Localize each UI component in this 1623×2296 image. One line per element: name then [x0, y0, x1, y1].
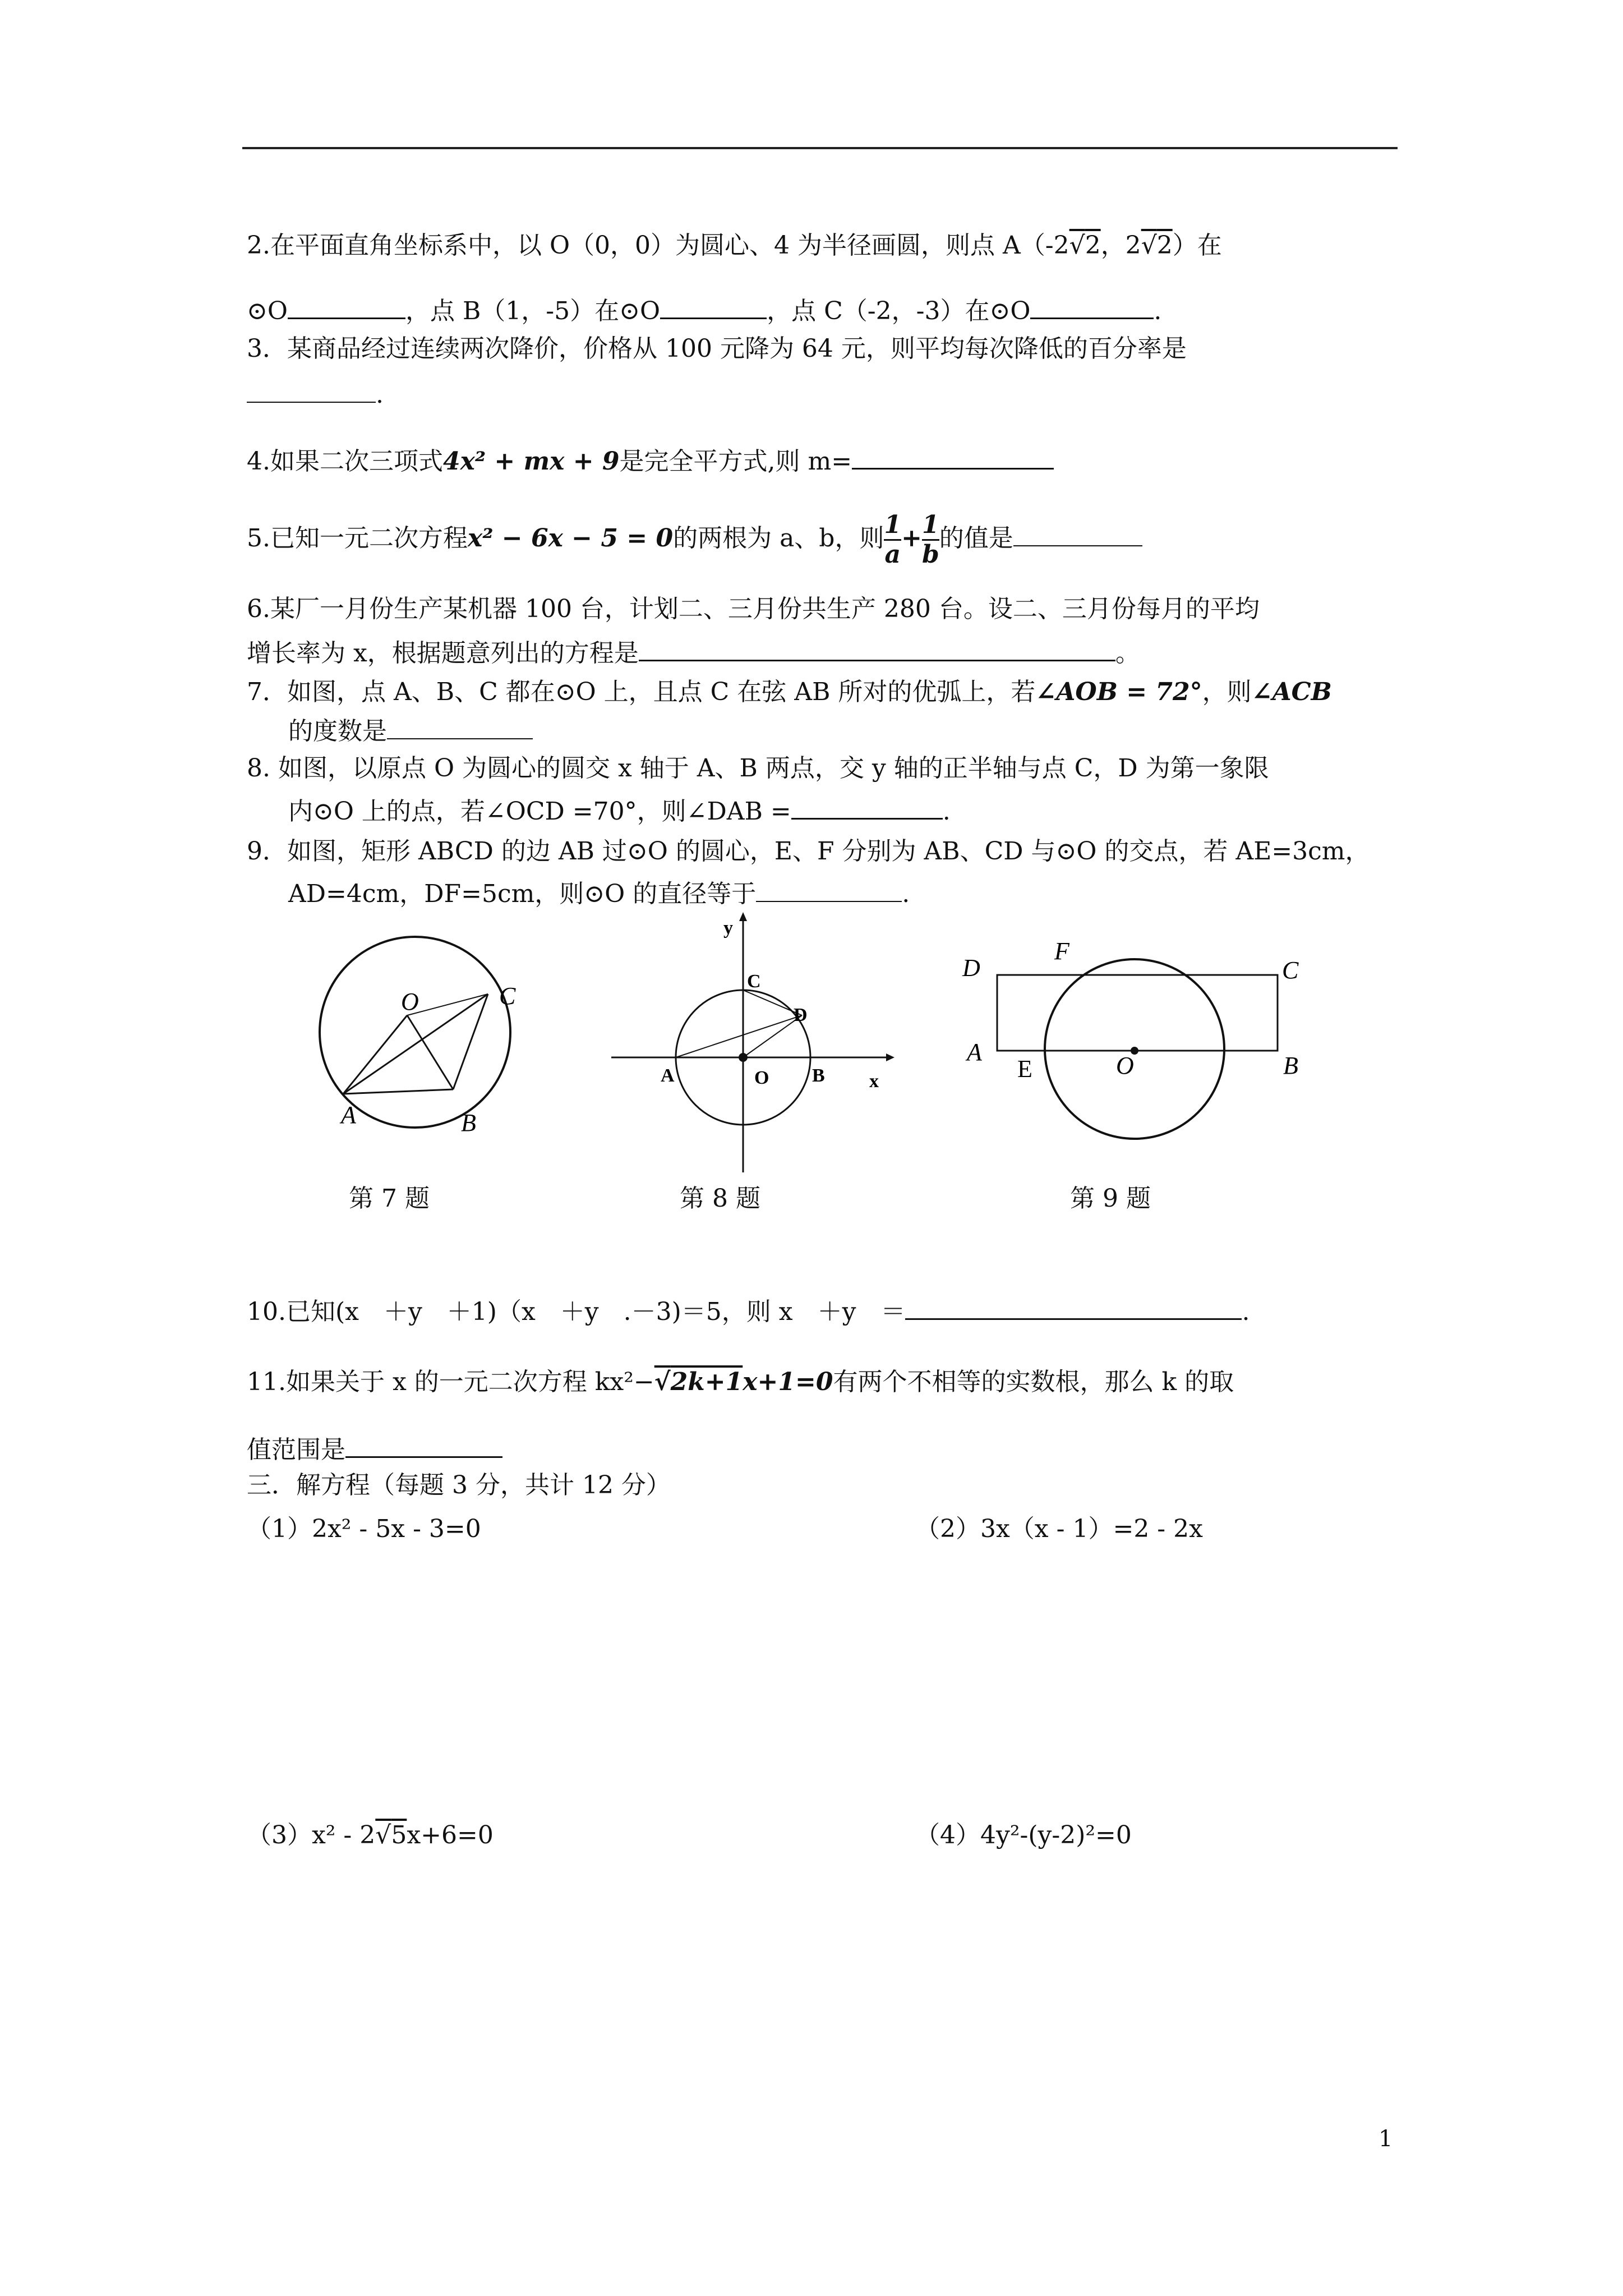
equation-1	[247, 1512, 481, 1546]
equation-3-text-b: x+6=0	[407, 1821, 494, 1849]
fig9-label-A: A	[967, 1038, 982, 1066]
fraction-1-over-a	[884, 511, 901, 569]
equation-2	[915, 1512, 1203, 1546]
q4-text-b: 是完全平方式,则 m=	[619, 447, 852, 476]
q2-text-b: ，2	[1100, 231, 1141, 260]
fig7-label-B: B	[461, 1109, 476, 1137]
q4-text-a: 4.如果二次三项式	[247, 447, 443, 476]
q8-text-a: 8. 如图，以原点 O 为圆心的圆交 x 轴于 A、B 两点，交 y 轴的正半轴与点 C，D 为第一象限	[247, 754, 1269, 783]
fig9-label-O: O	[1116, 1052, 1134, 1079]
q6-text-a: 6.某厂一月份生产某机器 100 台，计划二、三月份共生产 280 台。设二、三月份每月的平均	[247, 595, 1260, 623]
q9-blank[interactable]	[756, 876, 902, 902]
plus-sign: +	[901, 524, 922, 553]
q11-expression: x+1=0	[743, 1368, 833, 1396]
q9-line1	[247, 835, 1370, 868]
header-rule	[242, 147, 1398, 149]
fig9-label-B: B	[1283, 1052, 1298, 1079]
q7-blank[interactable]	[387, 714, 533, 739]
sqrt-2-a: √2	[1069, 231, 1101, 260]
fig7-line-OC	[407, 994, 488, 1015]
q10-line	[247, 1294, 1249, 1329]
q2-text-a: 2.在平面直角坐标系中，以 O（0，0）为圆心、4 为半径画圆，则点 A（-2	[247, 231, 1069, 260]
figure-9	[948, 931, 1318, 1156]
q5-text-b: 的两根为 a、b，则	[673, 524, 884, 553]
figure-8	[606, 909, 897, 1178]
q5-text-a: 5.已知一元二次方程	[247, 524, 468, 553]
equation-4	[915, 1819, 1132, 1852]
q8-line1	[247, 752, 1269, 785]
q7-text-b: ，则	[1202, 678, 1252, 706]
equation-2-text: （2）3x（x - 1）=2 - 2x	[915, 1515, 1203, 1543]
equation-4-text: （4）4y²-(y-2)²=0	[915, 1821, 1132, 1849]
sqrt-2-b-value: 2	[1156, 231, 1173, 260]
sqrt-2-b: √2	[1141, 231, 1173, 260]
q2-blank-3[interactable]	[1030, 293, 1154, 319]
q11-line2	[247, 1432, 502, 1467]
fig7-line-AB	[343, 1089, 453, 1094]
q7-expression: ∠AOB = 72°	[1035, 678, 1202, 706]
fig7-label-A: A	[341, 1101, 356, 1129]
fig9-label-F: F	[1054, 937, 1069, 965]
frac2-den: b	[921, 540, 939, 569]
section-3-title	[247, 1469, 671, 1502]
fig7-circle	[320, 937, 510, 1128]
fig8-label-C: C	[747, 971, 761, 992]
q7-line2	[288, 714, 533, 748]
fig9-label-E: E	[1017, 1055, 1032, 1083]
figure-7	[303, 931, 550, 1178]
q7-expression-2: ∠ACB	[1251, 678, 1332, 706]
q8-text-c: .	[942, 797, 951, 826]
fig7-caption: 第 7 题	[349, 1184, 430, 1213]
fig8-caption: 第 8 题	[680, 1184, 760, 1213]
q5-expression: x² − 6x − 5 = 0	[467, 524, 674, 553]
q4-blank[interactable]	[852, 443, 1054, 470]
q8-line2	[288, 793, 951, 829]
fig8-y-arrow-icon	[739, 912, 747, 921]
q11-line1	[247, 1365, 1234, 1399]
q2-text-g: .	[1154, 297, 1162, 325]
q6-text-c: 。	[1115, 639, 1140, 668]
fig8-label-A: A	[661, 1065, 675, 1086]
q4-expression: 4x² + mx + 9	[442, 447, 620, 476]
equation-1-text: （1）2x² - 5x - 3=0	[247, 1515, 481, 1543]
equation-3-text-a: （3）x² - 2	[247, 1821, 376, 1849]
q2-text-d: ⊙O	[247, 297, 288, 325]
fig9-label-C: C	[1282, 956, 1299, 984]
q2-line2	[247, 293, 1161, 328]
q2-text-e: ，点 B（1，-5）在⊙O	[405, 297, 661, 325]
q9-text-a: 9．如图，矩形 ABCD 的边 AB 过⊙O 的圆心，E、F 分别为 AB、CD 与⊙O 的交点，若 AE=3cm，	[247, 837, 1370, 866]
q7-text-a: 7．如图，点 A、B、C 都在⊙O 上，且点 C 在弦 AB 所对的优弧上，若	[247, 678, 1036, 706]
q4-line	[247, 443, 1054, 478]
frac1-den: a	[884, 540, 901, 569]
q6-line1	[247, 592, 1260, 626]
q7-text-c: 的度数是	[288, 717, 387, 746]
q5-text-c: 的值是	[939, 524, 1013, 553]
q11-radical: √2k+1	[654, 1368, 743, 1396]
fig8-label-x: x	[869, 1071, 879, 1092]
q3-line2	[247, 377, 384, 412]
sqrt-5: √5	[375, 1821, 407, 1849]
q5-blank[interactable]	[1013, 521, 1142, 546]
fig8-label-B: B	[812, 1065, 825, 1086]
page-number: 1	[1378, 2126, 1393, 2152]
fig8-label-y: y	[723, 918, 733, 938]
fig7-label-C: C	[499, 982, 516, 1010]
fraction-1-over-b	[922, 511, 939, 569]
q2-text-c: ）在	[1172, 231, 1222, 260]
q2-blank-2[interactable]	[660, 293, 767, 319]
frac1-num: 1	[884, 511, 901, 541]
section-3-title-text: 三．解方程（每题 3 分，共计 12 分）	[247, 1471, 671, 1499]
sqrt-2-a-value: 2	[1085, 231, 1101, 260]
q8-blank[interactable]	[791, 793, 943, 820]
fig9-caption: 第 9 题	[1070, 1184, 1151, 1213]
q9-text-c: .	[902, 880, 910, 908]
fig8-x-arrow-icon	[886, 1053, 895, 1061]
q6-blank[interactable]	[639, 635, 1115, 661]
q9-text-b: AD=4cm，DF=5cm，则⊙O 的直径等于	[288, 880, 757, 908]
fig8-label-D: D	[794, 1005, 808, 1025]
q10-end: .	[1242, 1297, 1250, 1326]
q3-end: .	[376, 380, 384, 409]
q2-line1	[247, 229, 1222, 263]
fig9-label-D: D	[962, 954, 980, 982]
fig9-rectangle	[997, 975, 1278, 1051]
q9-line2	[288, 876, 910, 911]
q11-text-c: 值范围是	[247, 1435, 345, 1464]
q11-text-b: 有两个不相等的实数根，那么 k 的取	[833, 1368, 1234, 1396]
q10-blank[interactable]	[905, 1294, 1242, 1320]
q8-text-b: 内⊙O 上的点，若∠OCD =70°，则∠DAB =	[288, 797, 791, 826]
fig7-line-OB	[407, 1015, 453, 1089]
q2-blank-1[interactable]	[288, 293, 405, 319]
frac2-num: 1	[922, 511, 939, 541]
q5-line	[247, 510, 1142, 569]
q6-text-b: 增长率为 x，根据题意列出的方程是	[247, 639, 639, 668]
q2-text-f: ，点 C（-2，-3）在⊙O	[767, 297, 1031, 325]
sqrt-5-value: 5	[391, 1821, 407, 1849]
fig8-line-AD	[676, 1015, 802, 1057]
q11-blank[interactable]	[345, 1432, 502, 1458]
q6-line2	[247, 635, 1140, 670]
q7-line1	[247, 675, 1332, 709]
fig7-line-BC	[453, 994, 488, 1089]
q3-blank[interactable]	[247, 377, 376, 403]
fig7-line-AO	[343, 1015, 407, 1094]
q3-text: 3．某商品经过连续两次降价，价格从 100 元降为 64 元，则平均每次降低的百分率是	[247, 334, 1187, 363]
q11-text-a: 11.如果关于 x 的一元二次方程 kx²−	[247, 1368, 654, 1396]
q11-radicand: 2k+1	[670, 1368, 743, 1396]
q10-text: 10.已知(x ＋y ＋1)（x ＋y .－3)＝5，则 x ＋y ＝	[247, 1297, 906, 1326]
fig8-label-O: O	[754, 1068, 769, 1088]
fig7-label-O: O	[401, 988, 419, 1015]
q3-line1	[247, 332, 1187, 366]
equation-3	[247, 1819, 494, 1852]
